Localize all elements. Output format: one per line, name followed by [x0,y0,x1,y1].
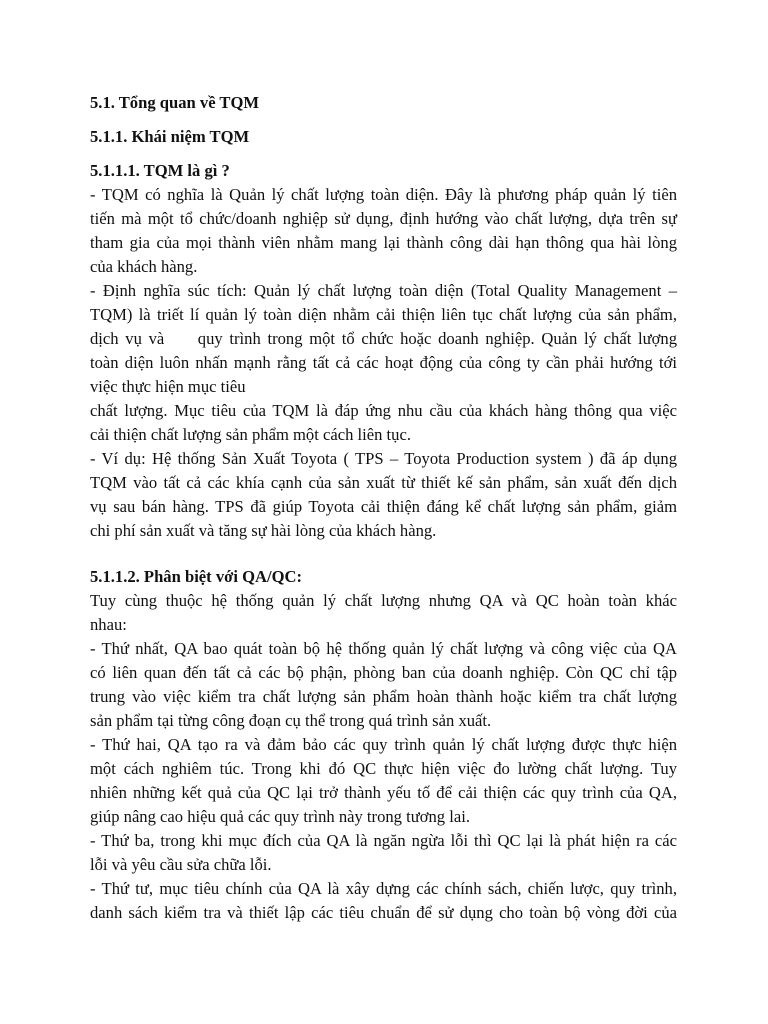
text-line: toàn diện luôn nhấn mạnh rằng tất cả các hoạt động của công ty cần phải hướng tới [90,353,677,372]
text-line: danh sách kiểm tra và thiết lập các tiêu chuẩn để sử dụng cho toàn bộ vòng đời của [90,903,677,922]
text-line: TQM) là triết lí quản lý toàn diện nhằm cải thiện liên tục chất lượng của sản phẩm, [90,305,677,324]
text-line: sản phẩm tại từng công đoạn cụ thể trong quá trình sản xuất. [90,711,492,730]
paragraph-tqm-definition [90,183,677,279]
text-line: - Định nghĩa súc tích: Quản lý chất lượng toàn diện (Total Quality Management – [90,281,677,300]
text-line: vụ sau bán hàng. TPS đã giúp Toyota cải thiện đáng kể chất lượng sản phẩm, giảm [90,497,677,516]
text-line: giúp nâng cao hiệu quả các quy trình này trong tương lai. [90,807,470,826]
text-line: tiến mà một tổ chức/doanh nghiệp sử dụng, định hướng vào chất lượng, dựa trên sự [90,209,677,228]
paragraph-toyota-example [90,447,677,543]
text-line: - Thứ nhất, QA bao quát toàn bộ hệ thống quản lý chất lượng và công việc của QA [90,639,677,658]
text-line: dịch vụ và quy trình trong một tổ chức hoặc doanh nghiệp. Quản lý chất lượng [90,329,677,348]
text-line: - Thứ tư, mục tiêu chính của QA là xây dựng các chính sách, chiến lược, quy trình, [90,879,677,898]
text-line: nhau: [90,615,127,634]
paragraph-third-difference [90,829,677,877]
paragraph-second-difference [90,733,677,829]
heading-5-1-1-2: 5.1.1.2. Phân biệt với QA/QC: [90,567,303,586]
text-line: của khách hàng. [90,257,198,276]
text-line: cải thiện chất lượng sản phẩm một cách liên tục. [90,425,411,444]
text-line: trung vào việc kiểm tra chất lượng sản phẩm hoàn thành hoặc kiểm tra chất lượng [90,687,677,706]
paragraph-first-difference [90,637,677,733]
text-line: tham gia của mọi thành viên nhằm mang lại thành công dài hạn thông qua hài lòng [90,233,677,252]
text-line: nhiên những kết quả của QC lại trở thành yếu tố để cải thiện các quy trình của QA, [90,783,677,802]
paragraph-fourth-difference [90,877,677,925]
text-line: - Thứ ba, trong khi mục đích của QA là ngăn ngừa lỗi thì QC lại là phát hiện ra các [90,831,677,850]
paragraph-qa-qc-intro [90,589,677,637]
text-line: có liên quan đến tất cả các bộ phận, phòng ban của doanh nghiệp. Còn QC chỉ tập [90,663,677,682]
text-line: việc thực hiện mục tiêu [90,377,246,396]
text-line: một cách nghiêm túc. Trong khi đó QC thực hiện việc đo lường chất lượng. Tuy [90,759,677,778]
heading-5-1-1-1: 5.1.1.1. TQM là gì ? [90,161,230,180]
text-line: Tuy cùng thuộc hệ thống quản lý chất lượng nhưng QA và QC hoàn toàn khác [90,591,677,610]
text-line: - Ví dụ: Hệ thống Sản Xuất Toyota ( TPS – Toyota Production system ) đã áp dụng [90,449,677,468]
text-line: chất lượng. Mục tiêu của TQM là đáp ứng nhu cầu của khách hàng thông qua việc [90,401,677,420]
text-line: lỗi và yêu cầu sửa chữa lỗi. [90,855,272,874]
heading-5-1: 5.1. Tổng quan về TQM [90,93,260,112]
document-page [90,91,677,925]
text-line: TQM vào tất cả các khía cạnh của sản xuất từ thiết kế sản phẩm, sản xuất đến dịch [90,473,677,492]
text-line: chi phí sản xuất và tăng sự hài lòng của khách hàng. [90,521,437,540]
paragraph-tqm-goal [90,399,677,447]
heading-5-1-1: 5.1.1. Khái niệm TQM [90,127,250,146]
text-line: - TQM có nghĩa là Quản lý chất lượng toàn diện. Đây là phương pháp quản lý tiên [90,185,677,204]
text-line: - Thứ hai, QA tạo ra và đảm bảo các quy trình quản lý chất lượng được thực hiện [90,735,677,754]
paragraph-concise-definition [90,279,677,399]
